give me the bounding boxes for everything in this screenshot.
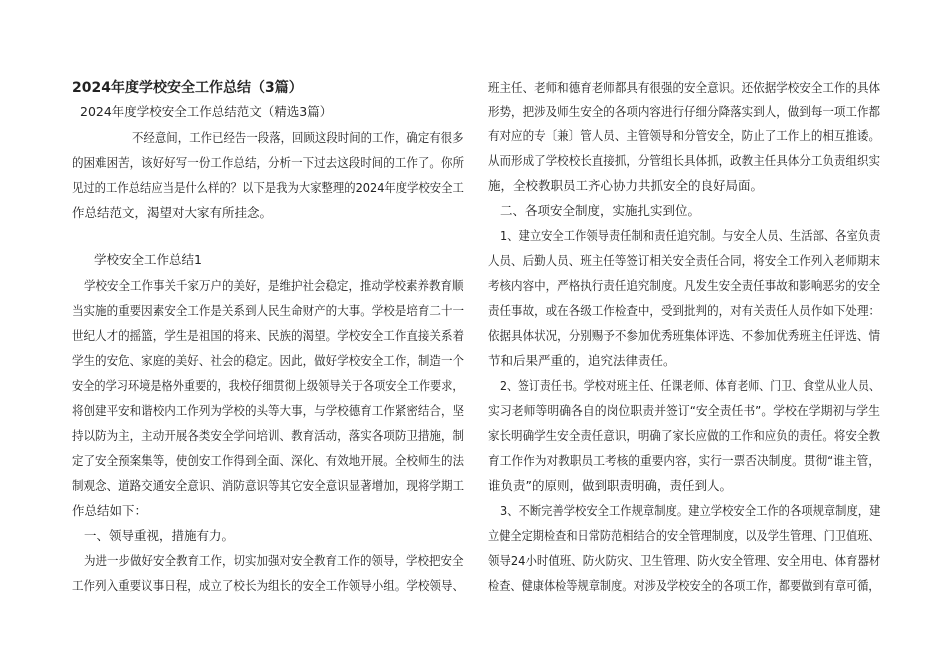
- text-line: 持以防为主，主动开展各类安全学问培训、教育活动，落实各项防卫措施，制: [72, 428, 465, 443]
- text-line: 实习老师等明确各自的岗位职责并签订“安全责任书”。学校在学期初与学生: [488, 403, 880, 418]
- text-line: 形势，把涉及师生安全的各项内容进行仔细分降落实到人，做到每一项工作都: [488, 104, 881, 119]
- text-line: 1、建立安全工作领导责任制和责任追究制。与安全人员、生活部、各室负责: [500, 228, 881, 243]
- section-heading: 一、领导重视，措施有力。: [84, 528, 235, 543]
- text-line: 作总结范文，渴望对大家有所挂念。: [72, 205, 273, 220]
- text-line: 班主任、老师和德育老师都具有很强的安全意识。还依据学校安全工作的具体: [488, 80, 881, 95]
- text-line: 工作列入重要议事日程，成立了校长为组长的安全工作领导小组。学校领导、: [72, 578, 465, 593]
- text-line: 学生的安危、家庭的美好、社会的稳定。因此，做好学校安全工作，制造一个: [72, 353, 465, 368]
- text-line: 施，全校教职员工齐心协力共抓安全的良好局面。: [488, 178, 764, 193]
- text-line: 为进一步做好安全教育工作，切实加强对安全教育工作的领导，学校把安全: [84, 553, 464, 568]
- text-line: 2、签订责任书。学校对班主任、任课老师、体育老师、门卫、食堂从业人员、: [500, 378, 880, 393]
- text-line: 作总结如下：: [72, 503, 148, 518]
- text-line: 制观念、道路交通安全意识、消防意识等其它安全意识显著增加，现将学期工: [72, 478, 465, 493]
- text-line: 节和后果严重的，追究法律责任。: [488, 353, 676, 368]
- section-heading: 二、各项安全制度，实施扎实到位。: [500, 203, 701, 218]
- text-line: 立健全定期检查和日常防范相结合的安全管理制度，以及学生管理、门卫值班、: [488, 528, 880, 543]
- document-subtitle: 2024年度学校安全工作总结范文（精选3篇）: [80, 104, 333, 119]
- text-line: 人员、后勤人员、班主任等签订相关安全责任合同，将安全工作列入老师期末: [488, 253, 881, 268]
- text-line: 将创建平安和谐校内工作列为学校的头等大事，与学校德育工作紧密结合，坚: [72, 403, 465, 418]
- text-line: 依据具体状况，分别赐予不参加优秀班集体评选、不参加优秀班主任评选、情: [488, 328, 881, 343]
- text-line: 见过的工作总结应当是什么样的？以下是我为大家整理的2024年度学校安全工: [72, 180, 464, 195]
- text-line: 从而形成了学校校长直接抓，分管组长具体抓，政教主任具体分工负责组织实: [488, 153, 881, 168]
- text-line: 检查、健康体检等规章制度。对涉及学校安全的各项工作，都要做到有章可循，: [488, 578, 880, 593]
- text-line: 定了安全预案集等，使创安工作得到全面、深化、有效地开展。全校师生的法: [72, 453, 465, 468]
- text-line: 责任事故，或在各级工作检查中，受到批判的，对有关责任人员作如下处理：: [488, 303, 881, 318]
- text-line: 世纪人才的摇篮，学生是祖国的将来、民族的渴望。学校安全工作直接关系着: [72, 328, 465, 343]
- text-line: 育工作作为对教职员工考核的重要内容，实行一票否决制度。贯彻“谁主管，: [488, 453, 881, 468]
- text-line: 谁负责”的原则，做到职责明确，责任到人。: [488, 478, 732, 493]
- text-line: 3、不断完善学校安全工作规章制度。建立学校安全工作的各项规章制度，建: [500, 503, 881, 518]
- text-line: 的困难困苦，该好好写一份工作总结，分析一下过去这段时间的工作了。你所: [72, 155, 465, 170]
- text-line: 有对应的专〔兼〕管人员、主管领导和分管安全，防止了工作上的相互推诿。: [488, 128, 881, 143]
- text-line: 家长明确学生安全责任意识，明确了家长应做的工作和应负的责任。将安全教: [488, 428, 881, 443]
- text-line: 不经意间，工作已经告一段落，回顾这段时间的工作，确定有很多: [132, 130, 464, 145]
- text-line: 考核内容中，严格执行责任追究制度。凡发生安全责任事故和影响恶劣的安全: [488, 278, 881, 293]
- text-line: 领导24小时值班、防火防灾、卫生管理、防火安全管理、安全用电、体育器材: [488, 553, 881, 568]
- text-line: 学校安全工作事关千家万户的美好，是维护社会稳定，推动学校素养教育顺: [84, 278, 464, 293]
- text-line: 安全的学习环境是格外重要的，我校仔细贯彻上级领导关于各项安全工作要求，: [72, 378, 464, 393]
- document-title: 2024年度学校安全工作总结（3篇）: [72, 80, 303, 96]
- section-heading: 学校安全工作总结1: [94, 252, 202, 267]
- text-line: 当实施的重要因素安全工作是关系到人民生命财产的大事。学校是培育二十一: [72, 303, 465, 318]
